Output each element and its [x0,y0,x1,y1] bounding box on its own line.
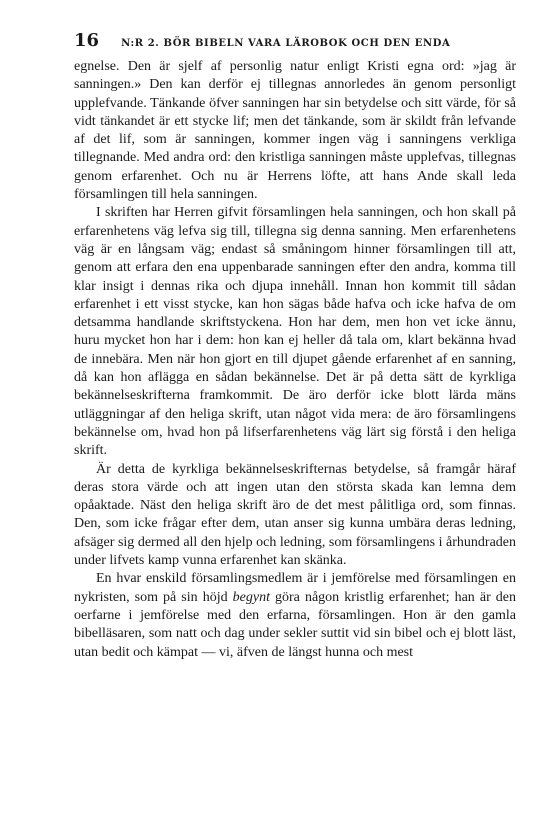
page-number: 16 [74,30,100,51]
paragraph-1 [74,58,516,204]
paragraph-3 [74,461,516,571]
paragraph-2 [74,204,516,460]
paragraph-4-text-after: göra någon kristlig erfarenhet; han är den oerfarne i jemförelse med den erfarna, församlingen. Hon är den gamla bibelläsaren, som natt och dag under sekler suttit vid sin bibel och ej blott läst, utan bedit och kämpat — vi, äfven de längst hunna och mest [74,589,516,660]
running-title: N:R 2. BÖR BIBELN VARA LÄROBOK OCH DEN ENDA [121,38,451,49]
paragraph-3-text: Är detta de kyrkliga bekännelseskrifternas betydelse, så framgår häraf deras stora värde och att ingen utan den största skada kan lemna dem opåaktade. Näst den heliga skrift äro de det mest pålitliga ord, som finnas. Den, som icke frågar efter dem, utan anser sig kunna umbära deras ledning, afsäger sig dermed all den hjelp och ledning, som församlingens i århundraden under lifvets kamp vunna erfarenhet kan skänka. [74,461,516,569]
body-text [74,58,516,662]
paragraph-4-text-before: En hvar enskild församlingsmedlem är i jemförelse med församlingen en nykristen, som på sin höjd [74,571,516,605]
paragraph-2-text: I skriften har Herren gifvit församlingen hela sanningen, och hon skall på erfarenhetens väg lefva sig till, tillegna sig denna sanning. Men erfarenhetens väg är en långsam väg; endast så småningom hinner församlingen till att, genom att erfara den ena uppenbarade sanningen efter den andra, komma till klar insigt i dennas rika och djupa innehåll. Innan hon kommit till sådan erfarenhet i ett visst stycke, kan hon sägas både hafva och icke hafva de om detsamma handlande skriftstyckena. Hon har dem, men hon vet icke ännu, huru mycket hon har i dem: hon kan ej heller då tala om, klart bekänna hvad de innebära. Men när hon gjort en till djupet gående erfarenhet af en sanning, då kan hon aflägga en sådan bekännelse. Det är på detta sätt de kyrkliga bekännelseskrifterna framkommit. De äro derför icke blott lärda mäns utläggningar af den heliga skrift, utan något vida mera: de äro församlingens bekännelse om, hvad hon på lifserfarenhetens väg lärt sig förstå i den heliga skrift. [74,205,516,459]
emphasis-begynt: begynt [232,589,270,605]
page-header [74,30,516,52]
paragraph-1-text: egnelse. Den är sjelf af personlig natur enligt Kristi egna ord: »jag är sanningen.» Den kan derför ej tillegnas annorledes än genom personligt upplefvande. Tänkande öfver sanningen har sin betydelse och sitt värde, för så vidt tänkandet är ett stycke lif; men det tänkande, som är skildt från lefvande af det lif, som är sanningen, kommer ingen väg i sanningens verkliga tillegnande. Med andra ord: den kristliga sanningen måste upplefvas, tillegnas genom erfarenhet. Och nu är Herrens löfte, att hans Ande skall leda församlingen till hela sanningen. [74,59,516,203]
paragraph-4 [74,570,516,661]
